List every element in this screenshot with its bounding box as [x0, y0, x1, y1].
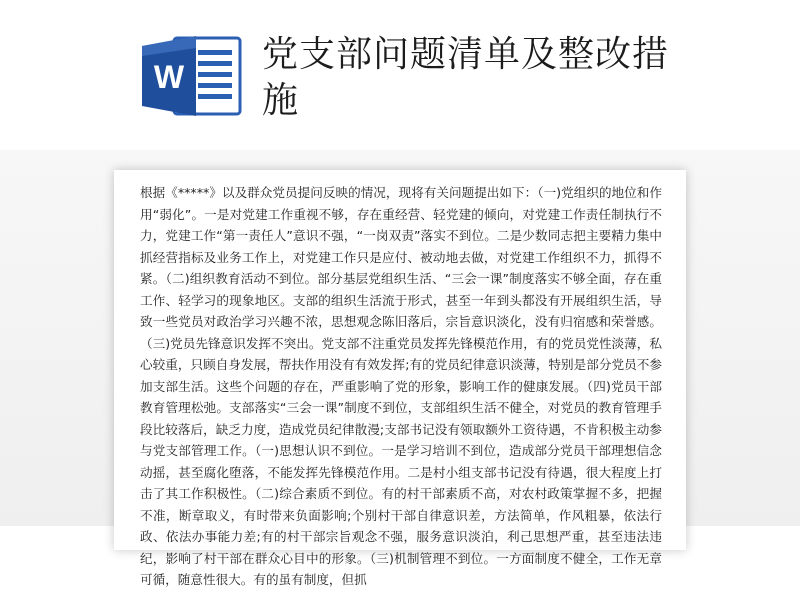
- document-body-text: 根据《*****》以及群众党员提问反映的情况，现将有关问题提出如下：（一)党组织的地位和作用“弱化”。一是对党建工作重视不够，存在重经营、轻党建的倾向，对党建工作责任制执行不力，党建工作“第一责任人”意识不强，“一岗双责”落实不到位。二是少数同志把主要精力集中抓经营指标及业务工作上，对党建工作只是应付、被动地去做，对党建工作组织不力，抓得不紧。（二)组织教育活动不到位。部分基层党组织生活、“三会一课”制度落实不够全面，存在重工作、轻学习的现象地区。支部的组织生活流于形式，甚至一年到头都没有开展组织生活，导致一些党员对政治学习兴趣不浓，思想观念陈旧落后，宗旨意识淡化，没有归宿感和荣誉感。（三)党员先锋意识发挥不突出。党支部不注重党员发挥先锋模范作用，有的党员党性淡薄，私心较重，只顾自身发展，帮扶作用没有有效发挥;有的党员纪律意识淡薄，特别是部分党员不参加支部生活。这些个问题的存在，严重影响了党的形象，影响工作的健康发展。（四)党员干部教育管理松弛。支部落实“三会一课”制度不到位，支部组织生活不健全，对党员的教育管理手段比较落后，缺乏力度，造成党员纪律散漫;支部书记没有领取额外工资待遇，不肯积极主动参与党支部管理工作。（一)思想认识不到位。一是学习培训不到位，造成部分党员干部理想信念动摇，甚至腐化堕落，不能发挥先锋模范作用。二是村小组支部书记没有待遇，很大程度上打击了其工作积极性。（二)综合素质不到位。有的村干部素质不高，对农村政策掌握不多，把握不准，断章取义，有时带来负面影响;个别村干部自律意识差，方法简单，作风粗暴，依法行政、依法办事能力差;有的村干部宗旨观念不强，服务意识淡泊，利己思想严重，甚至违法违纪，影响了村干部在群众心目中的形象。（三)机制管理不到位。一方面制度不健全，工作无章可循，随意性很大。有的虽有制度，但抓: [140, 185, 662, 587]
- page-title: 党支部问题清单及整改措施: [262, 34, 670, 121]
- word-doc-icon: [140, 36, 242, 116]
- header-banner: [0, 0, 800, 150]
- document-page: [114, 170, 686, 587]
- word-logo-letter: W: [153, 59, 185, 95]
